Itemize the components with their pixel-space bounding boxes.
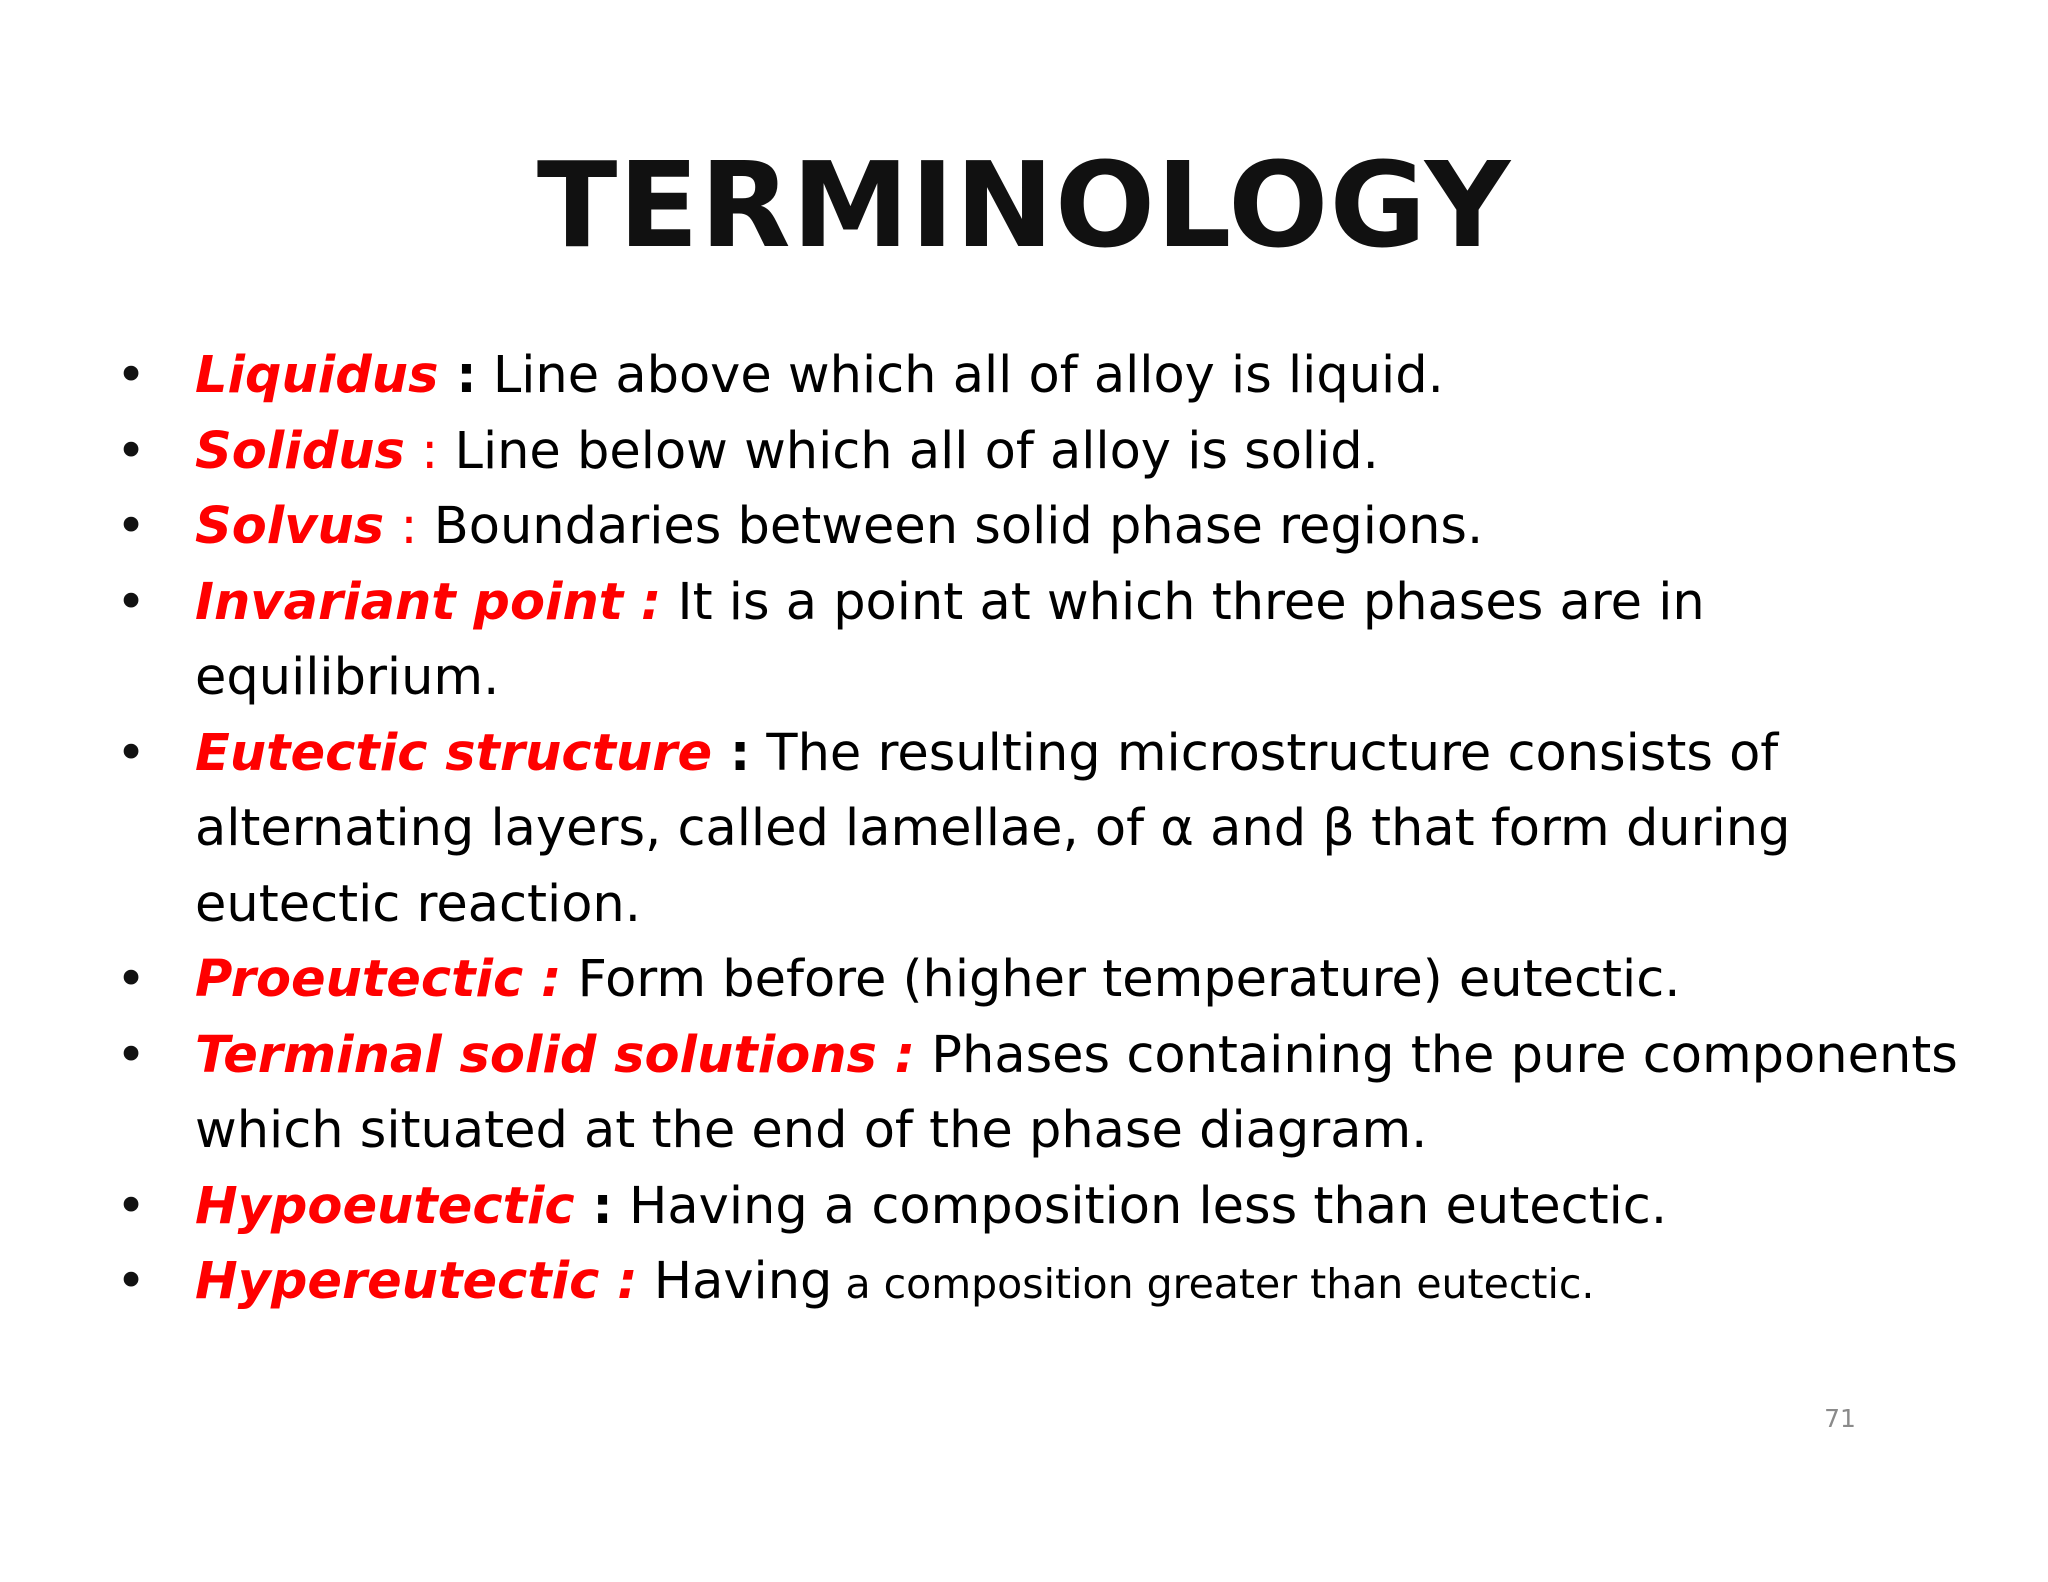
- list-item: [108, 942, 2008, 1018]
- term-definition: It is a point at which three phases are in equilibrium.: [195, 572, 1705, 707]
- term-name-proeutectic: Proeutectic: [195, 950, 524, 1009]
- list-item: [108, 414, 2008, 490]
- term-definition: Phases containing the pure components which situated at the end of the phase diagram.: [195, 1025, 1958, 1160]
- term-name-eutectic-structure: Eutectic structure: [195, 723, 713, 783]
- terminology-list: [108, 338, 2008, 1323]
- list-item: [108, 716, 2008, 943]
- list-item: [108, 338, 2008, 414]
- term-separator: :: [384, 497, 418, 556]
- term-name-hypoeutectic: Hypoeutectic: [195, 1176, 575, 1236]
- term-separator: :: [712, 723, 751, 783]
- bullet-icon: •: [116, 572, 147, 632]
- term-definition: Having: [637, 1252, 833, 1311]
- term-name-solidus: Solidus: [195, 421, 405, 481]
- term-separator: :: [574, 1176, 613, 1236]
- bullet-icon: •: [116, 497, 147, 556]
- bullet-icon: •: [116, 1025, 147, 1085]
- term-name-liquidus: Liquidus: [195, 346, 439, 405]
- list-item: [108, 489, 2008, 565]
- term-name-terminal-solid-solutions: Terminal solid solutions: [195, 1025, 877, 1085]
- term-definition: The resulting microstructure consists of alternating layers, called lamellae, of α and β that form during eutectic reaction.: [195, 723, 1791, 934]
- term-name-solvus: Solvus: [195, 497, 385, 556]
- term-separator: :: [523, 950, 562, 1009]
- term-definition: Having a composition less than eutectic.: [612, 1176, 1668, 1236]
- list-item: [108, 1018, 2008, 1169]
- page-number: 71: [1824, 1404, 1856, 1433]
- term-separator: :: [623, 572, 662, 632]
- term-definition: Line below which all of alloy is solid.: [438, 421, 1379, 481]
- list-item: [108, 1244, 2008, 1323]
- bullet-icon: •: [116, 1252, 147, 1311]
- term-name-hypereutectic: Hypereutectic: [195, 1252, 600, 1311]
- term-definition: Line above which all of alloy is liquid.: [476, 346, 1444, 405]
- term-separator: :: [438, 346, 477, 405]
- term-separator: :: [404, 421, 439, 481]
- list-item: [108, 565, 2008, 716]
- bullet-icon: •: [116, 421, 147, 481]
- term-separator: :: [599, 1252, 638, 1311]
- list-item: [108, 1169, 2008, 1245]
- term-name-invariant-point: Invariant point: [195, 572, 624, 632]
- slide-title: TERMINOLOGY: [536, 136, 1512, 274]
- term-definition-small: a composition greater than eutectic.: [832, 1260, 1595, 1308]
- term-definition: Form before (higher temperature) eutectic.: [561, 950, 1681, 1009]
- bullet-icon: •: [116, 950, 147, 1009]
- bullet-icon: •: [116, 723, 147, 783]
- bullet-icon: •: [116, 346, 147, 405]
- bullet-icon: •: [116, 1176, 147, 1236]
- term-definition: Boundaries between solid phase regions.: [417, 497, 1484, 556]
- term-separator: :: [876, 1025, 916, 1085]
